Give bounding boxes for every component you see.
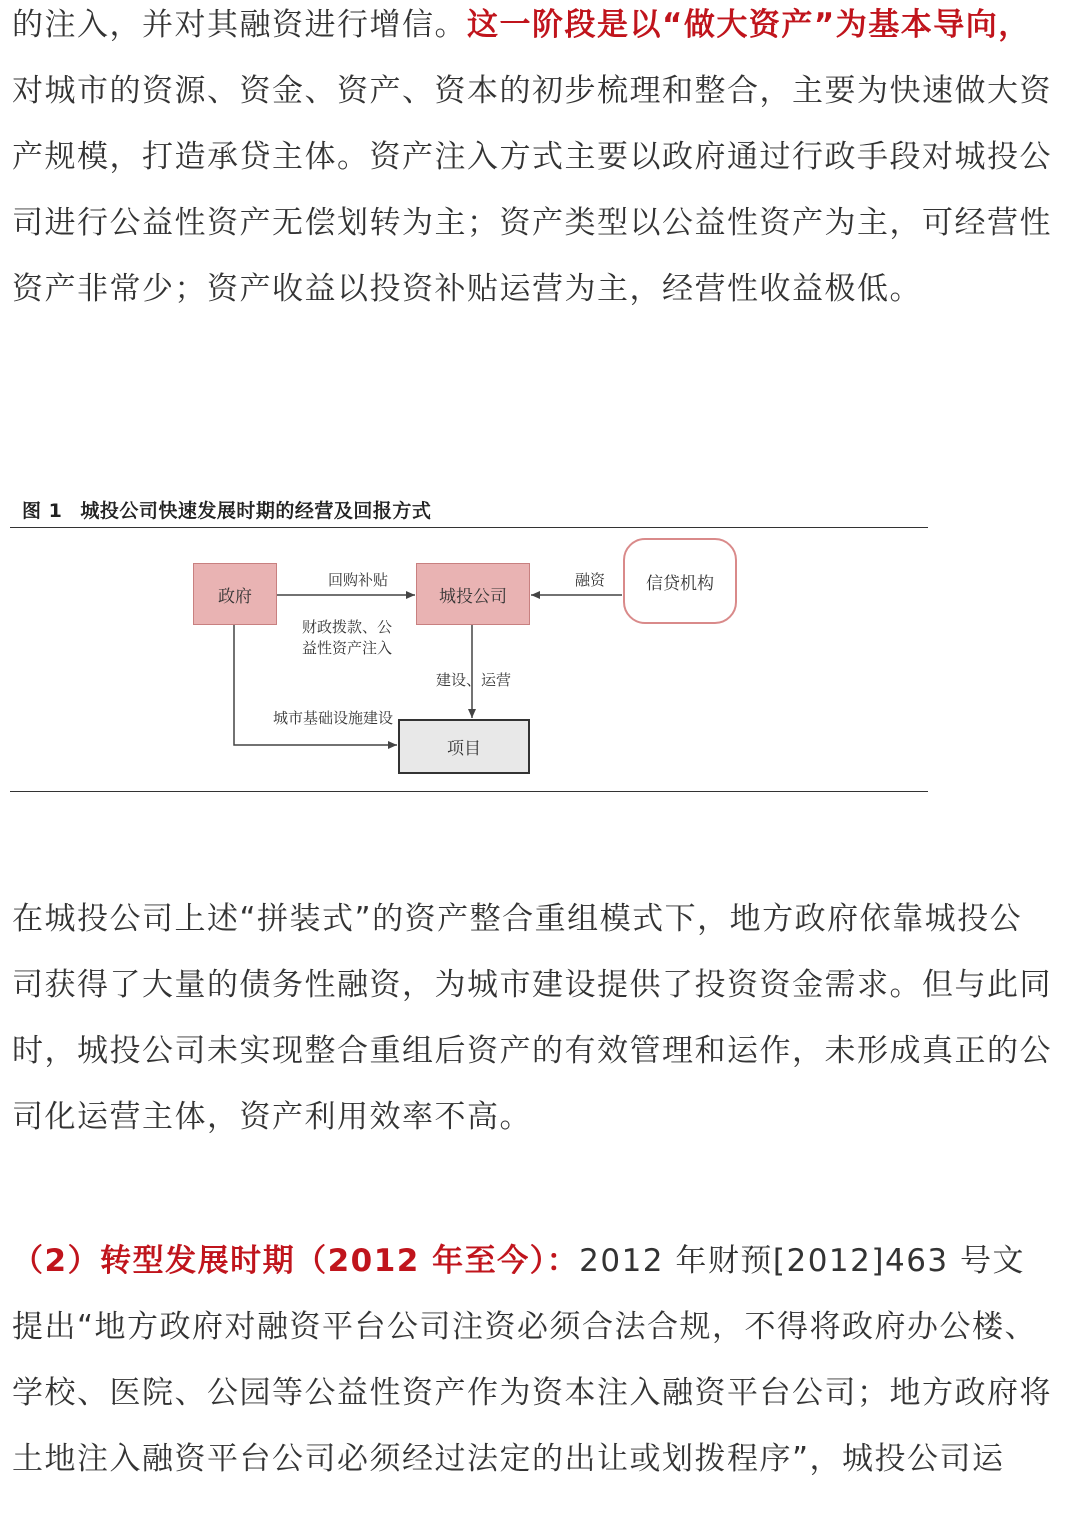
highlight-text: 这一阶段是以“做大资产”为基本导向，: [467, 7, 1031, 43]
label-fiscal-line2: 益性资产注入: [302, 639, 393, 657]
intro-body-text: 对城市的资源、资金、资产、资本的初步梳理和整合，主要为快速做大资产规模，打造承贷主体。资产注入方式主要以政府通过行政手段对城投公司进行公益性资产无偿划转为主；资产类型以公益性资产为主，可经营性资产非常少；资产收益以投资补贴运营为主，经营性收益极低。: [12, 73, 1052, 307]
label-fiscal-line1: 财政拨款、公: [302, 618, 393, 636]
figure-number: 图 1: [22, 500, 63, 522]
node-credit-institution: 信贷机构: [623, 538, 737, 624]
paragraph-transition-period: [12, 1228, 1052, 1492]
label-build-operate: 建设、运营: [436, 671, 512, 689]
section-heading: （2）转型发展时期（2012 年至今）：: [12, 1243, 580, 1279]
node-government: 政府: [193, 563, 277, 625]
node-project: 项目: [398, 719, 530, 774]
paragraph-assembly-mode: 在城投公司上述“拼装式”的资产整合重组模式下，地方政府依靠城投公司获得了大量的债务性融资，为城市建设提供了投资资金需求。但与此同时，城投公司未实现整合重组后资产的有效管理和运作，未形成真正的公司化运营主体，资产利用效率不高。: [12, 901, 1052, 1135]
transition-body-text: 2012 年财预[2012]463 号文提出“地方政府对融资平台公司注资必须合法合规，不得将政府办公楼、学校、医院、公园等公益性资产作为资本注入融资平台公司；地方政府将土地注入融资平台公司必须经过法定的出让或划拨程序”，城投公司运: [12, 1243, 1052, 1477]
intro-lead-text: 的注入，并对其融资进行增信。: [12, 7, 467, 43]
figure-bottom-rule: [10, 791, 928, 792]
node-chengtou-company: 城投公司: [416, 563, 530, 625]
label-buyback: 回购补贴: [328, 571, 389, 589]
label-financing: 融资: [575, 571, 606, 589]
label-infrastructure: 城市基础设施建设: [273, 709, 394, 727]
figure-diagram: [10, 490, 928, 795]
figure-caption: 城投公司快速发展时期的经营及回报方式: [80, 500, 432, 522]
paragraph-intro: [12, 0, 1052, 322]
